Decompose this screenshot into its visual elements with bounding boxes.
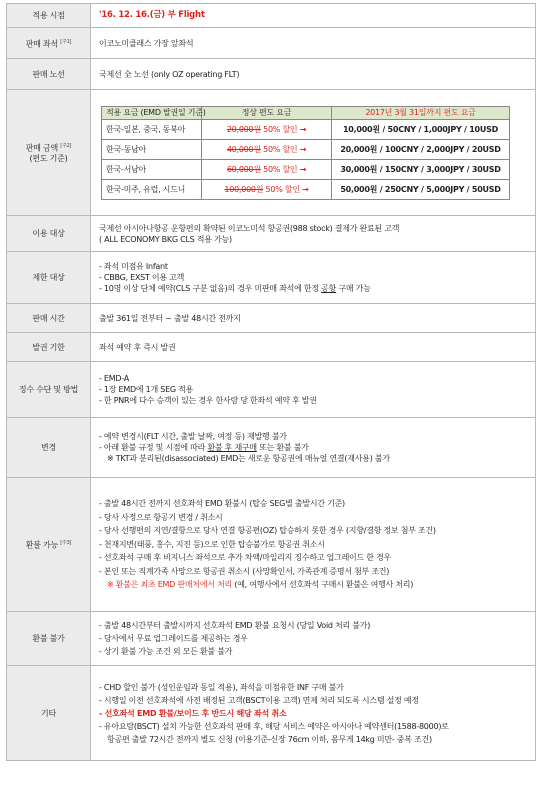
row-period [7, 4, 536, 28]
price-region: 한국-미주, 유럽, 시드니 [102, 179, 202, 199]
price-promo: 20,000원 / 100CNY / 2,000JPY / 20USD [332, 139, 510, 159]
price-promo: 50,000원 / 250CNY / 5,000JPY / 50USD [332, 179, 510, 199]
arrow-right-icon: → [302, 184, 309, 194]
price-regular: 20,000원 50% 할인 → [202, 119, 332, 139]
label-sales-time: 판매 시간 [7, 304, 91, 333]
value-price [91, 90, 536, 216]
row-seat [7, 28, 536, 59]
value-restrict: - 좌석 미점유 Infant - CBBG, EXST 이용 고객 - 10명 이상 단체 예약(CLS 구분 없음)의 경우 미판매 좌석에 한정 공항 구매 가능 [91, 252, 536, 304]
label-etc: 기타 [7, 666, 91, 761]
row-target [7, 216, 536, 252]
value-issue-deadline: 좌석 예약 후 즉시 발권 [91, 333, 536, 362]
label-target: 이용 대상 [7, 216, 91, 252]
row-etc [7, 666, 536, 761]
label-collect: 징수 수단 및 방법 [7, 362, 91, 418]
price-header-promo: 2017년 3월 31일까지 편도 요금 [332, 106, 510, 119]
footnote-3: [주3] [60, 540, 72, 547]
row-refund [7, 478, 536, 612]
price-table [101, 106, 510, 200]
arrow-right-icon: → [299, 164, 307, 174]
price-regular: 40,000원 50% 할인 → [202, 139, 332, 159]
value-no-refund: - 출발 48시간부터 출발시까지 선호좌석 EMD 환불 요청시 (당일 Void 처리 불가) - 당사에서 무료 업그레이드를 제공하는 경우 - 상기 환불 가능 조건 외 모든 환불 불가 [91, 612, 536, 666]
arrow-right-icon: → [299, 144, 307, 154]
value-route: 국제선 全 노선 (only OZ operating FLT) [91, 59, 536, 90]
price-row [102, 179, 510, 199]
price-row [102, 159, 510, 179]
row-no-refund [7, 612, 536, 666]
price-region: 한국-동남아 [102, 139, 202, 159]
value-period: '16. 12. 16.(금) 부 Flight [91, 4, 536, 28]
row-price [7, 90, 536, 216]
label-price: 판매 금액 [주2] (편도 기준) [7, 90, 91, 216]
price-row [102, 119, 510, 139]
label-period: 적용 시점 [7, 4, 91, 28]
price-header-region: 적용 요금 (EMD 발권일 기준) [102, 106, 202, 119]
price-header-regular: 정상 편도 요금 [202, 106, 332, 119]
row-restrict [7, 252, 536, 304]
label-issue-deadline: 발권 기한 [7, 333, 91, 362]
arrow-right-icon: → [299, 124, 307, 134]
value-etc: - CHD 할인 불가 (성인운임과 동일 적용), 좌석을 미점유한 INF 구매 불가 - 시행일 이전 선호좌석에 사전 배정된 고객(BSCT이용 고객) 면제 처리 되도록 시스템 설정 예정 - 선호좌석 EMD 환불/보이드 후 반드시 해당 좌석 취소 - 유아요람(BSCT) 설치 가능한 선호좌석 판매 후, 해당 서비스 예약은 아시아나 예약센터(1588-8000)로 항공편 출발 72시간 전까지 별도 신청 (이용기준-신장 76cm 이하, 몸무게 14kg 미만- 중복 조건) [91, 666, 536, 761]
row-collect [7, 362, 536, 418]
price-header-row [102, 106, 510, 119]
value-change: - 예약 변경시(FLT 시간, 출발 날짜, 여정 등) 재발행 불가 - 아래 환불 규정 및 시점에 따라 환불 후 재구매 또는 환불 불가 ※ TKT과 분리된(disassociated) EMD는 새로운 항공권에 매뉴얼 연결(재사용) 불가 [91, 418, 536, 478]
label-restrict: 제한 대상 [7, 252, 91, 304]
row-issue-deadline [7, 333, 536, 362]
label-change: 변경 [7, 418, 91, 478]
price-region: 한국-일본, 중국, 동북아 [102, 119, 202, 139]
label-route: 판매 노선 [7, 59, 91, 90]
price-regular: 100,000원 50% 할인 → [202, 179, 332, 199]
label-price-sub: (편도 기준) [29, 154, 68, 164]
price-regular: 60,000원 50% 할인 → [202, 159, 332, 179]
row-change [7, 418, 536, 478]
label-refund: 환불 가능 [주3] [7, 478, 91, 612]
price-promo: 10,000원 / 50CNY / 1,000JPY / 10USD [332, 119, 510, 139]
value-sales-time: 출발 361일 전부터 ~ 출발 48시간 전까지 [91, 304, 536, 333]
price-promo: 30,000원 / 150CNY / 3,000JPY / 30USD [332, 159, 510, 179]
row-route [7, 59, 536, 90]
value-target: 국제선 아시아나항공 운항편의 확약된 이코노미석 항공권(988 stock) 결제가 완료된 고객 ( ALL ECONOMY BKG CLS 적용 가능) [91, 216, 536, 252]
value-collect: - EMD-A - 1장 EMD에 1개 SEG 적용 - 한 PNR에 다수 승객이 있는 경우 한사람 당 한좌석 예약 후 발권 [91, 362, 536, 418]
footnote-1: [주1] [60, 38, 72, 45]
price-region: 한국-서남아 [102, 159, 202, 179]
label-seat: 판매 좌석 [주1] [7, 28, 91, 59]
row-sales-time [7, 304, 536, 333]
price-row [102, 139, 510, 159]
label-no-refund: 환불 불가 [7, 612, 91, 666]
value-seat: 이코노미클래스 가장 앞좌석 [91, 28, 536, 59]
footnote-2: [주2] [60, 142, 72, 149]
fare-rules-table [6, 3, 536, 761]
value-refund: - 출발 48시간 전까지 선호좌석 EMD 환불시 (탑승 SEG별 출발시간 기준) - 당사 사정으로 항공기 변경 / 취소시 - 당사 선행편의 지연/결항으로 당사 연결 항공편(OZ) 탑승하지 못한 경우 (지향/결항 정보 첨부 조건) - 천재지변(태풍, 홍수, 지진 등)으로 인한 탑승불가로 항공권 취소시 - 선호좌석 구매 후 비지니스 좌석으로 추가 차액/마일리지 징수하고 업그레이드 한 경우 - 본인 또는 직계가족 사망으로 항공권 취소시 (사망확인서, 가족관계 증명서 첨부 조건) ※ 환불은 최초 EMD 판매처에서 처리 (예, 여행사에서 선호좌석 구매시 환불은 여행사 처리) [91, 478, 536, 612]
